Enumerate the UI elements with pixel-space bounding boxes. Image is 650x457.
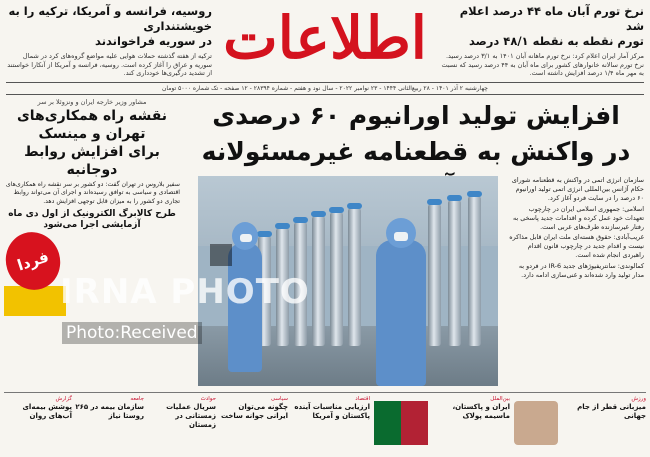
teaser-kicker: گزارش [55,396,72,402]
photo-credit: Photo:Received [62,322,202,344]
teaser-kicker: جامعه [130,396,144,402]
teaser-kicker: سیاسی [270,396,288,402]
left-story-body: سفیر بلاروس در تهران گفت: دو کشور بر سر نقشه راه همکاری‌های اقتصادی و سیاسی به توافق رسیده‌اند و اجرای آن می‌تواند روابط تجاری دو کشور را به میزان قابل توجهی افزایش دهد. [5,181,180,205]
farda-banner [4,286,66,316]
centrifuge-tube [448,200,461,346]
centrifuge-tube [312,216,325,346]
centrifuge-tube [428,204,441,346]
left-story-title-2: برای افزایش روابط دوجانبه [24,144,160,178]
teaser-item[interactable] [146,396,216,452]
teaser-item[interactable] [290,396,370,452]
left-headline-1: روسیه، فرانسه و آمریکا، ترکیه را به خویشتنداری [8,4,212,33]
face-mask [240,234,252,242]
teaser-kicker: اقتصاد [355,396,370,402]
main-headline-line-2: در واکنش به قطعنامه غیرمسئولانه [201,137,631,166]
dateline: چهارشنبه ۲ آذر ۱۴۰۱ - ۲۸ ربیع‌الثانی ۱۴۴۴ - ۲۳ نوامبر ۲۰۲۲ - سال نود و هفتم - شماره ۲۸۳۹۴ - ۱۲ صفحه - تک شماره ۵۰۰۰ تومان [6,82,644,95]
teaser-item[interactable] [74,396,144,452]
main-headline-line-1: افزایش تولید اورانیوم ۶۰ درصدی [212,101,620,130]
centrifuge-tube [348,208,361,346]
teaser-item[interactable] [218,396,288,452]
left-story-text: ترکیه از هفته گذشته حملات هوایی علیه مواضع گروه‌های کرد در شمال سوریه و عراق را آغاز کرده است. روسیه، فرانسه و آمریکا از آنکارا خواستند از تشدید درگیری‌ها خودداری کند. [7,52,212,77]
main-story-paragraph: سازمان انرژی اتمی در واکنش به قطعنامه شورای حکام آژانس بین‌المللی انرژی اتمی تولید اورانیوم ۶۰ درصد را در سایت فردو آغاز کرد. [511,176,644,202]
teaser-item[interactable] [560,396,646,452]
masthead-left-story[interactable] [6,4,212,76]
teaser-kicker: بین‌الملل [490,396,510,402]
teaser-title: پوشش بیمه‌ای آب‌های روان [22,403,72,420]
teaser-title: چگونه می‌توان ایرانی جوانه‌ ساخت [220,403,288,420]
centrifuge-tube [468,196,481,346]
centrifuge-tube [330,212,343,346]
teaser-item[interactable] [8,396,72,452]
main-headline[interactable] [190,98,642,172]
teaser-kicker: ورزش [631,396,646,402]
main-story-paragraph: کمالوندی: سانتریفیوژهای جدید IR-6 در فردو به مدار تولید وارد شده‌اند و غنی‌سازی ادامه دارد. [518,262,644,280]
main-story-paragraph: غریب‌آبادی: حقوق هسته‌ای ملت ایران قابل مذاکره نیست و اقدام جدید در چارچوب قانون اقدام راهبردی انجام شده است. [509,233,644,260]
left-story-subheadline: طرح کالابرگ الکترونیک از اول دی ماه آزمایشی اجرا می‌شود [8,208,176,230]
left-story-title-1: نقشه راه همکاری‌های تهران و مینسک [16,108,168,142]
farda-logo: فردا [0,225,68,297]
teaser-title: ارزیابی مناسبات آینده پاکستان و آمریکا [294,403,370,420]
teaser-item[interactable] [430,396,510,452]
newspaper-logo: اطلاعات [223,4,427,72]
main-story-body[interactable] [508,176,644,386]
masthead-right-story[interactable] [439,4,644,76]
teaser-title: ایران و پاکستان، ماسیمه پولاک [452,403,510,420]
teaser-title: میزبانی قطر از جام جهانی [577,403,646,420]
flags-image [374,401,428,445]
right-headline-1: نرخ تورم آبان ماه ۴۴ درصد اعلام شد [459,4,644,33]
right-headline-2: تورم نقطه به نقطه ۴۸/۱ درصد [469,34,644,48]
left-story-kicker: مشاور وزیر خارجه ایران و ونزوئلا بر سر [37,98,147,106]
teaser-title: سریال عملیات زمستانی در زمستان [166,403,216,429]
right-story-text: مرکز آمار ایران اعلام کرد: نرخ تورم ماهانه آبان ۱۴۰۱ به ۳/۱ درصد رسید. نرخ تورم سالانه خانوارهای کشور برای ماه آبان به ۴۴ درصد رسید که نسبت به مهر ماه ۱/۴ درصد افزایش داشته است. [441,52,644,77]
technician-right [376,240,426,386]
bottom-teasers [4,392,646,454]
photo-watermark: IRNA PHOTO [60,272,310,312]
teaser-photo [514,401,558,445]
face-mask [394,232,408,241]
main-story-paragraph: اسلامی: جمهوری اسلامی ایران در چارچوب تعهدات خود عمل کرده و اقدامات جدید پاسخی به رفتار غیرسازنده طرف‌های غربی است. [512,204,644,231]
teaser-kicker: حوادث [200,396,216,402]
image-overlay-icon [210,244,232,266]
left-headline-2: در سوریه فراخواندند [95,34,212,48]
teaser-title: سازمان بیمه در ۲۶۵ روستا نیاز [75,403,144,420]
